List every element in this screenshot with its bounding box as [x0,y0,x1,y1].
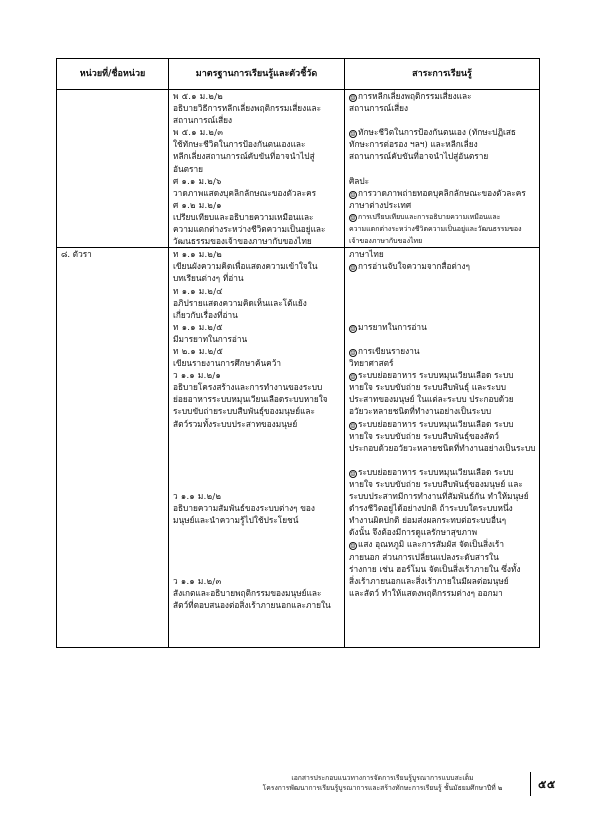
indicator-code: ว ๑.๑ ม.๒/๑ [173,370,222,381]
content-item [349,187,535,199]
indicator-text: มีมารยาทในการอ่าน [173,333,248,344]
indicator-code: ว ๑.๑ ม.๒/๓ [173,575,222,586]
content-text: ทักษะการต่อรอง ฯลฯ) และหลีกเลี่ยง [349,139,478,150]
indicator-text: วัฒนธรรมของเจ้าของภาษากับของไทย [173,236,312,247]
stem-bullet-icon: ☺ [350,325,356,333]
indicator-text: ย่อยอาหารระบบหมุนเวียนเลือดระบบหายใจ [173,394,328,405]
indicator-code: ท ๑.๑ ม.๒/๒ [173,249,223,260]
content-text: ทักษะชีวิตในการป้องกันตนเอง (ทักษะปฏิเสธ [358,127,516,138]
content-cell [345,248,540,648]
unit-cell [57,248,169,648]
curriculum-table [56,58,540,648]
content-text: ระบบย่อยอาหาร ระบบหมุนเวียนเลือด ระบบ [358,466,514,477]
indicator-text: สัตว์รวมทั้งระบบประสาทของมนุษย์ [173,418,298,429]
stem-bullet-icon: ☺ [350,349,356,357]
subject-heading: ศิลปะ [349,175,370,186]
content-text: และสัตว์ ทำให้แสดงพฤติกรรมต่างๆ ออกมา [349,587,503,598]
content-text: มารยาทในการอ่าน [358,321,427,332]
indicator-text: ระบบขับถ่ายระบบสืบพันธุ์ของมนุษย์และ [173,406,315,417]
indicator-text: สังเกตและอธิบายพฤติกรรมของมนุษย์และ [173,587,322,598]
content-text: ระบบประสาทมีการทำงานที่สัมพันธ์กัน ทำให้มนุษย์ [349,491,529,502]
indicator-text: ใช้ทักษะชีวิตในการป้องกันตนเองและ [173,139,306,150]
indicator-text: เขียนผังความคิดเพื่อแสดงความเข้าใจใน [173,261,318,272]
table-row [57,248,540,648]
content-text: การอ่านจับใจความจากสื่อต่างๆ [358,261,470,272]
footer-line-1: เอกสารประกอบแนวทางการจัดการเรียนรู้บูรณาการแบบสะเต็ม [291,774,474,782]
stem-bullet-icon: ☺ [350,374,356,382]
indicator-text: มนุษย์และนำความรู้ไปใช้ประโยชน์ [173,515,299,526]
indicator-text: หลีกเลี่ยงสถานการณ์คับขันที่อาจนำไปสู่ [173,151,315,162]
subject-heading: ภาษาไทย [349,249,384,260]
table-header-row [57,59,540,90]
content-item [349,260,535,272]
indicator-text: สัตว์ที่ตอบสนองต่อสิ่งเร้าภายนอกและภายใน [173,599,331,610]
content-text: หายใจ ระบบขับถ่าย ระบบสืบพันธุ์ของสัตว์ [349,430,499,441]
indicator-text: อันตราย [173,163,204,174]
header-content: สาระการเรียนรู้ [345,59,540,90]
unit-name: ๘. ตัวรา [61,249,92,260]
content-text: ร่างกาย เช่น ฮอร์โมน จัดเป็นสิ่งเร้าภายใน ซึ่งทั้ง [349,563,521,574]
unit-name [61,90,164,102]
content-item [349,90,535,102]
stem-bullet-icon: ☺ [350,95,356,102]
indicator-text: เปรียบเทียบและอธิบายความเหมือนและ [173,211,314,222]
indicator-code: ศ ๑.๒ ม.๒/๑ [173,199,222,210]
indicator-text: อธิบายความสัมพันธ์ของระบบต่างๆ ของ [173,503,315,514]
stem-bullet-icon: ☺ [350,422,356,430]
table-row [57,90,540,248]
content-text: ดำรงชีวิตอยู่ได้อย่างปกติ ถ้าระบบใดระบบหนึ่ง [349,503,513,514]
content-text: ระบบย่อยอาหาร ระบบหมุนเวียนเลือด ระบบ [358,418,514,429]
stem-bullet-icon: ☺ [350,214,356,222]
stem-bullet-icon: ☺ [350,470,356,478]
content-text: ประสาทของมนุษย์ ในแต่ละระบบ ประกอบด้วย [349,394,514,405]
indicator-text: เกี่ยวกับเรื่องที่อ่าน [173,309,238,320]
content-text: อวัยวะหลายชนิดที่ทำงานอย่างเป็นระบบ [349,406,492,417]
content-item [349,369,535,381]
content-text: หายใจ ระบบขับถ่าย ระบบสืบพันธุ์ และระบบ [349,382,507,393]
indicator-code: ศ ๑.๑ ม.๒/๖ [173,175,222,186]
indicator-code: พ ๕.๑ ม.๒/๓ [173,127,224,138]
indicator-code: ท ๑.๑ ม.๒/๕ [173,321,223,332]
indicator-text: บทเรียนต่างๆ ที่อ่าน [173,273,244,284]
content-text: การเปรียบเทียบและการอธิบายความเหมือนและ [358,212,501,221]
content-item [349,126,535,138]
stem-bullet-icon: ☺ [350,131,356,139]
subject-heading: ภาษาต่างประเทศ [349,199,412,210]
content-text: เจ้าของภาษากับของไทย [349,237,423,246]
content-text: การหลีกเลี่ยงพฤติกรรมเสี่ยงและ [358,91,472,101]
content-cell [345,90,540,248]
content-text: ระบบย่อยอาหาร ระบบหมุนเวียนเลือด ระบบ [358,370,514,381]
footer-line-2: โครงการพัฒนาการเรียนรู้บูรณาการและสร้างทักษะการเรียนรู้ ชั้นมัธยมศึกษาปีที่ ๒ [262,784,503,792]
indicator-text: สถานการณ์เสี่ยง [173,115,233,126]
content-text: สถานการณ์เสี่ยง [349,103,409,114]
indicator-code: ว ๑.๑ ม.๒/๒ [173,491,222,502]
content-text: สถานการณ์คับขันที่อาจนำไปสู่อันตราย [349,151,489,162]
content-item [349,321,535,333]
page-footer [240,773,525,793]
header-standards: มาตรฐานการเรียนรู้และตัวชี้วัด [169,59,345,90]
content-text: สิ่งเร้าภายนอกและสิ่งเร้าภายในมีผลต่อมนุษย์ [349,575,509,586]
indicator-text: อธิบายวิธีการหลีกเลี่ยงพฤติกรรมเสี่ยงและ [173,103,322,114]
content-text: ความแตกต่างระหว่างชีวิตความเป็นอยู่และวัฒนธรรมของ [349,225,522,234]
content-item [349,418,535,430]
indicator-code: พ ๕.๑ ม.๒/๒ [173,91,224,101]
indicator-text: วาดภาพแสดงบุคลิกลักษณะของตัวละคร [173,187,317,198]
indicator-code: ท ๑.๑ ม.๒/๔ [173,285,223,296]
content-text: ภายนอก ส่วนการเปลี่ยนแปลงระดับสารใน [349,551,499,562]
standards-cell [169,90,345,248]
content-text: การเขียนรายงาน [358,345,420,356]
unit-cell [57,90,169,248]
indicator-code: ท ๒.๑ ม.๒/๕ [173,345,224,356]
stem-bullet-icon: ☺ [350,191,356,199]
content-item [349,345,535,357]
stem-bullet-icon: ☺ [350,265,356,273]
indicator-text: อภิปรายแสดงความคิดเห็นและโต้แย้ง [173,297,307,308]
subject-heading: วิทยาศาสตร์ [349,358,394,369]
indicator-text: เขียนรายงานการศึกษาค้นคว้า [173,358,282,369]
content-text: การวาดภาพถ่ายทอดบุคลิกลักษณะของตัวละคร [358,187,526,198]
standards-cell [169,248,345,648]
page-number: ๕๕ [538,778,556,791]
content-text: แสง อุณหภูมิ และการสัมผัส จัดเป็นสิ่งเร้า [358,539,505,550]
indicator-text: อธิบายโครงสร้างและการทำงานของระบบ [173,382,323,393]
indicator-text: ความแตกต่างระหว่างชีวิตความเป็นอยู่และ [173,224,326,235]
content-text: ทำงานผิดปกติ ย่อมส่งผลกระทบต่อระบบอื่นๆ [349,515,507,526]
content-text: ดังนั้น จึงต้องมีการดูแลรักษาสุขภาพ [349,527,478,538]
stem-bullet-icon: ☺ [350,543,356,551]
content-item [349,211,535,223]
content-text: ประกอบด้วยอวัยวะหลายชนิดที่ทำงานอย่างเป็นระบบ [349,442,536,453]
header-unit: หน่วยที่/ชื่อหน่วย [57,59,169,90]
footer-divider [530,772,531,796]
content-item [349,538,535,550]
content-text: หายใจ ระบบขับถ่าย ระบบสืบพันธุ์ของมนุษย์ และ [349,479,523,489]
content-item [349,466,535,478]
